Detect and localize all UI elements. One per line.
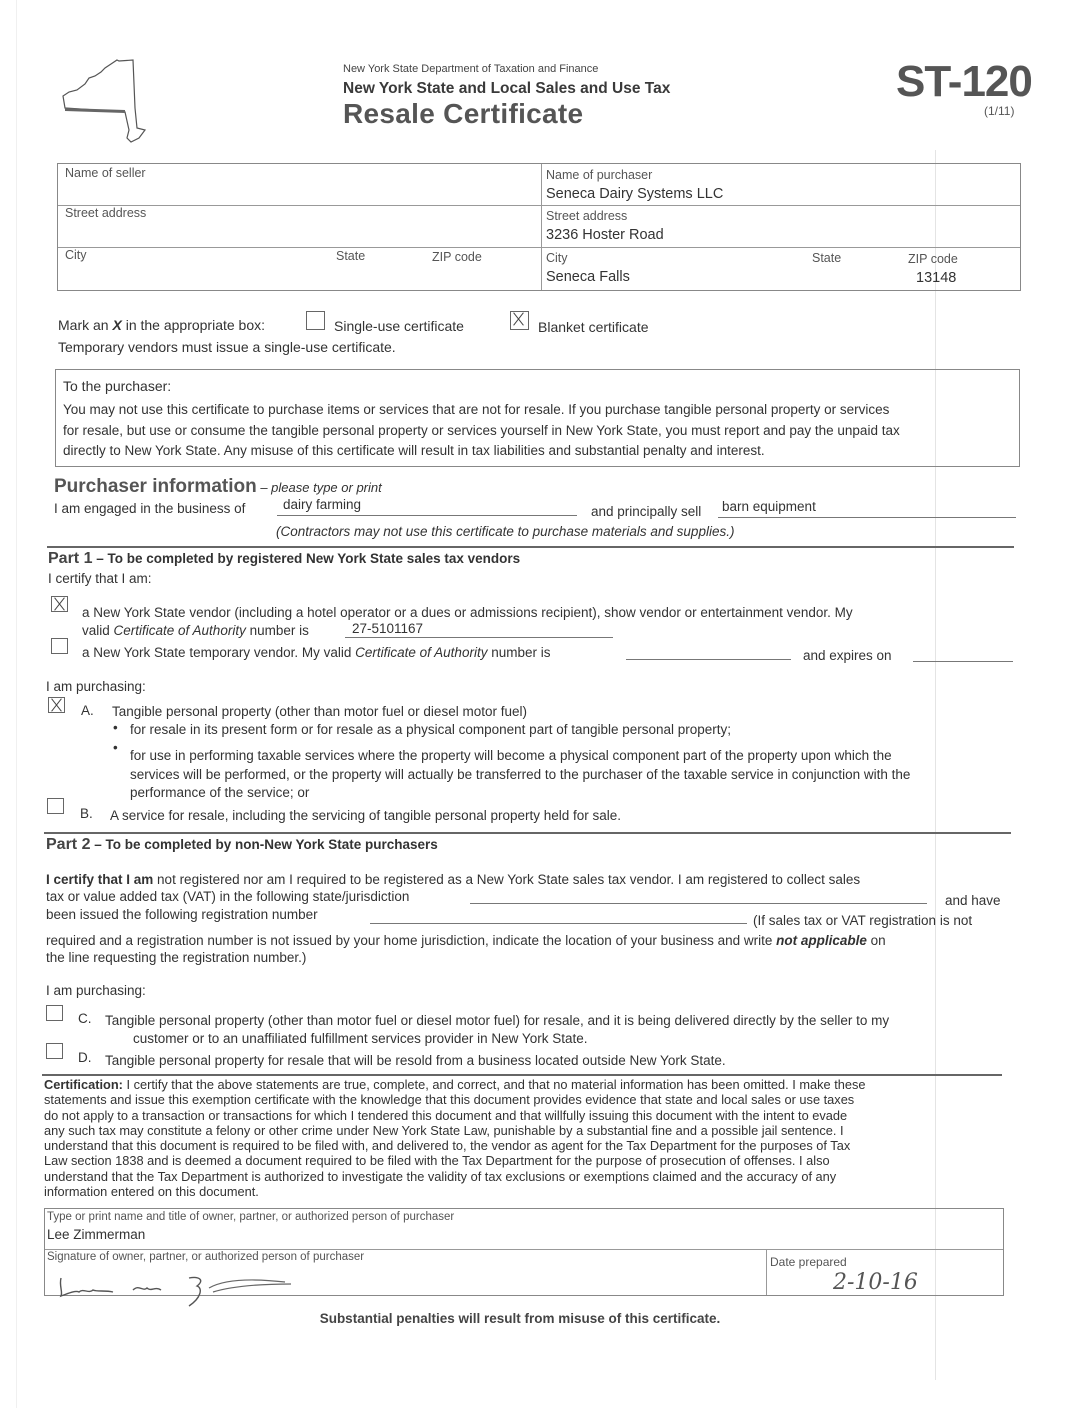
option-c-line1: Tangible personal property (other than motor fuel or diesel motor fuel) for resale, and it is being delivered directly by the seller to my (105, 1013, 890, 1028)
option-d-text: Tangible personal property for resale that will be resold from a business located outside New York State. (105, 1053, 726, 1068)
purchaser-name-field[interactable] (542, 164, 1020, 205)
certification-line: information entered on this document. (44, 1184, 259, 1200)
section-divider (47, 546, 1014, 548)
nys-vendor-checkbox[interactable] (51, 596, 68, 612)
nys-vendor-text: a New York State vendor (including a hotel operator or a dues or admissions recipient), show vendor or entertainment vendor. My (82, 605, 853, 620)
certify-rest: not registered nor am I required to be registered as a New York State sales tax vendor. I am registered to collect sales (153, 872, 861, 887)
coa-italic: Certificate of Authority (113, 623, 246, 638)
option-a-bullet-2-line1: for use in performing taxable services where the property will become a physical component part of the property upon which the (130, 748, 892, 763)
temporary-vendor-note: Temporary vendors must issue a single-use certificate. (58, 339, 396, 355)
option-b-text: A service for resale, including the servicing of tangible personal property held for sale. (110, 808, 622, 823)
part-label: Part 2 (46, 836, 91, 853)
option-a-bullet-2-line3: performance of the service; or (130, 785, 310, 800)
temp-prefix: a New York State temporary vendor. My valid (82, 645, 356, 660)
purchaser-state-field[interactable] (810, 248, 890, 290)
seller-state-field[interactable] (334, 248, 424, 290)
section-heading-note: – please type or print (256, 480, 382, 495)
prompt-suffix: in the appropriate box: (121, 317, 266, 333)
part-label: Part 1 (48, 550, 93, 567)
bullet-icon: • (113, 720, 118, 735)
notice-line: directly to New York State. Any misuse of this certificate will result in tax liabilities and substantial penalty and interest. (63, 443, 765, 458)
notice-line: for resale, but use or consume the tangible personal property or services yourself in New York State, you must report and pay the unpaid tax (63, 422, 900, 438)
notice-heading: To the purchaser: (63, 378, 172, 394)
signature-label: Signature of owner, partner, or authorized person of purchaser (47, 1251, 365, 1263)
option-a-text: Tangible personal property (other than motor fuel or diesel motor fuel) (112, 704, 527, 719)
part2-certify-line (46, 872, 860, 887)
part2-jurisdiction-label: tax or value added tax (VAT) in the following state/jurisdiction (46, 889, 410, 904)
temporary-vendor-text (82, 645, 550, 660)
certification-line (44, 1077, 1014, 1092)
business-underline (277, 515, 577, 516)
date-prepared-value: 2-10-16 (833, 1270, 918, 1295)
required-prefix: required and a registration number is not issued by your home jurisdiction, indicate the location of your business and write (46, 933, 777, 948)
date-prepared-label: Date prepared (770, 1255, 847, 1269)
part1-certify: I certify that I am: (48, 571, 152, 586)
notice-body (63, 400, 1023, 462)
seller-purchaser-grid (57, 163, 1021, 291)
seller-street-field[interactable] (58, 206, 541, 247)
form-subtitle: New York State and Local Sales and Use Tax (343, 80, 671, 97)
coa-prefix: valid (82, 623, 114, 638)
date-prepared-field[interactable] (767, 1250, 1003, 1295)
registration-underline[interactable] (370, 923, 747, 924)
certification-line: understand that the Tax Department is authorized to investigate the validity of tax exclusions or exemptions claimed and the accuracy of any (44, 1168, 837, 1184)
purchaser-zip-field[interactable] (906, 248, 1016, 290)
option-c-letter: C. (78, 1011, 92, 1026)
purchaser-city-label: City (546, 251, 568, 265)
signature-section (44, 1208, 1004, 1296)
seller-name-label: Name of seller (65, 166, 146, 180)
to-purchaser-notice (55, 369, 1020, 467)
certification-line: any such tax may constitute a felony or other crime under New York State Law, punishable by a substantial fine and a possible jail sentence. I (44, 1122, 844, 1138)
section-divider (42, 1074, 1002, 1076)
contractor-note: (Contractors may not use this certificate to purchase materials and supplies.) (276, 524, 735, 539)
temp-suffix: number is (487, 645, 551, 660)
temp-coa-underline[interactable] (626, 659, 791, 660)
name-title-label: Type or print name and title of owner, partner, or authorized person of purchaser (47, 1211, 455, 1223)
option-d-letter: D. (78, 1050, 92, 1065)
seller-zip-field[interactable] (430, 248, 540, 290)
purchaser-street-label: Street address (546, 209, 628, 223)
name-title-field[interactable] (45, 1209, 1003, 1249)
purchaser-street-value: 3236 Hoster Road (546, 227, 664, 243)
purchaser-name-value: Seneca Dairy Systems LLC (546, 186, 724, 202)
purchaser-city-value: Seneca Falls (546, 269, 630, 285)
option-a-letter: A. (81, 703, 94, 718)
certificate-type-prompt (58, 317, 265, 333)
expires-underline[interactable] (913, 661, 1013, 662)
option-a-bullet-1: for resale in its present form or for resale as a physical component part of tangible personal property; (130, 722, 732, 737)
section-divider (44, 832, 1011, 834)
purchaser-info-heading (54, 476, 382, 498)
part-heading-note: – To be completed by registered New York State sales tax vendors (92, 551, 521, 566)
jurisdiction-underline[interactable] (470, 903, 927, 904)
single-use-label: Single-use certificate (334, 318, 464, 334)
sell-underline (718, 517, 1016, 518)
department-name: New York State Department of Taxation and Finance (343, 63, 599, 75)
certification-line: statements and issue this exemption certificate with the knowledge that this document provides evidence that state and local sales or use taxes (44, 1092, 855, 1108)
certify-bold: I certify that I am (46, 872, 154, 887)
temp-italic: Certificate of Authority (355, 645, 488, 660)
notice-line: You may not use this certificate to purchase items or services that are not for resale. If you purchase tangible personal property or services (63, 402, 890, 417)
business-label: I am engaged in the business of (54, 501, 246, 516)
coa-number-value[interactable]: 27-5101167 (352, 621, 424, 636)
penalty-warning: Substantial penalties will result from misuse of this certificate. (319, 1311, 721, 1326)
form-version: (1/11) (984, 104, 1015, 118)
sell-value[interactable]: barn equipment (722, 499, 816, 514)
part2-last-line: the line requesting the registration number.) (46, 950, 307, 965)
required-suffix: on (866, 933, 886, 948)
option-b-checkbox[interactable] (47, 798, 64, 814)
option-a-checkbox[interactable] (48, 697, 65, 713)
form-number: ST-120 (896, 57, 1032, 106)
expires-label: and expires on (803, 648, 892, 663)
option-c-checkbox[interactable] (46, 1005, 63, 1021)
part1-heading (48, 550, 520, 568)
purchaser-state-label: State (812, 251, 842, 265)
purchaser-city-field[interactable] (542, 248, 802, 290)
new-york-state-logo (55, 58, 155, 148)
purchaser-zip-value: 13148 (916, 270, 957, 286)
certification-heading: Certification: (44, 1077, 123, 1092)
prompt-prefix: Mark an (58, 317, 113, 333)
purchaser-street-field[interactable] (542, 206, 1020, 247)
seller-street-label: Street address (65, 206, 147, 220)
part1-purchasing-label: I am purchasing: (46, 679, 146, 694)
scan-artifact (16, 0, 17, 1408)
certification-line-text: I certify that the above statements are true, complete, and correct, and that no material information has been omitted. I make these (122, 1077, 866, 1092)
section-heading: Purchaser information (54, 476, 257, 497)
single-use-checkbox[interactable] (306, 311, 325, 330)
seller-state-label: State (336, 249, 366, 263)
option-b-letter: B. (80, 806, 93, 821)
part2-and-have: and have (945, 893, 1001, 908)
blanket-label: Blanket certificate (538, 319, 649, 335)
option-d-checkbox[interactable] (46, 1043, 63, 1059)
signature-field[interactable] (45, 1250, 765, 1295)
sell-label: and principally sell (591, 504, 702, 519)
form-title: Resale Certificate (343, 98, 584, 129)
coa-underline (345, 637, 613, 638)
not-applicable: not applicable (776, 933, 867, 948)
handwritten-signature (53, 1264, 313, 1310)
option-c-line2: customer or to an unaffiliated fulfillment services provider in New York State. (133, 1031, 588, 1046)
part2-required-line (46, 933, 886, 948)
part2-registration-label: been issued the following registration number (46, 907, 318, 922)
part2-if-sales-tax: (If sales tax or VAT registration is not (753, 913, 973, 928)
purchaser-zip-label: ZIP code (908, 252, 958, 266)
certification-line: do not apply to a transaction or transactions for which I tendered this document and that willfully issuing this document with the intent to evade (44, 1107, 848, 1123)
coa-line (82, 623, 309, 638)
certification-line: understand that this document is required to be filed with, and delivered to, the vendor as agent for the Tax Department for the purposes of Tax (44, 1138, 851, 1154)
business-value[interactable]: dairy farming (283, 497, 362, 512)
coa-suffix: number is (245, 623, 309, 638)
name-title-value: Lee Zimmerman (47, 1227, 146, 1242)
seller-city-field[interactable] (58, 248, 328, 290)
certification-text (44, 1077, 1014, 1199)
prompt-x: X (112, 317, 122, 333)
part2-purchasing-label: I am purchasing: (46, 983, 146, 998)
option-a-bullet-2-line2: services will be performed, or the property will actually be transferred to the purchaser of the taxable service in conjunction with the (130, 767, 911, 782)
seller-city-label: City (65, 248, 87, 262)
seller-zip-label: ZIP code (432, 250, 482, 264)
seller-name-field[interactable] (58, 164, 541, 205)
part2-heading (46, 836, 438, 854)
temporary-vendor-checkbox[interactable] (51, 638, 68, 654)
purchaser-name-label: Name of purchaser (546, 168, 653, 182)
bullet-icon: • (113, 740, 118, 755)
part-heading-note: – To be completed by non-New York State purchasers (90, 837, 438, 852)
certification-line: Law section 1838 and is deemed a document required to be filed with the Tax Department for the purpose of prosecution of offenses. I also (44, 1153, 830, 1169)
blanket-checkbox[interactable] (510, 311, 529, 330)
